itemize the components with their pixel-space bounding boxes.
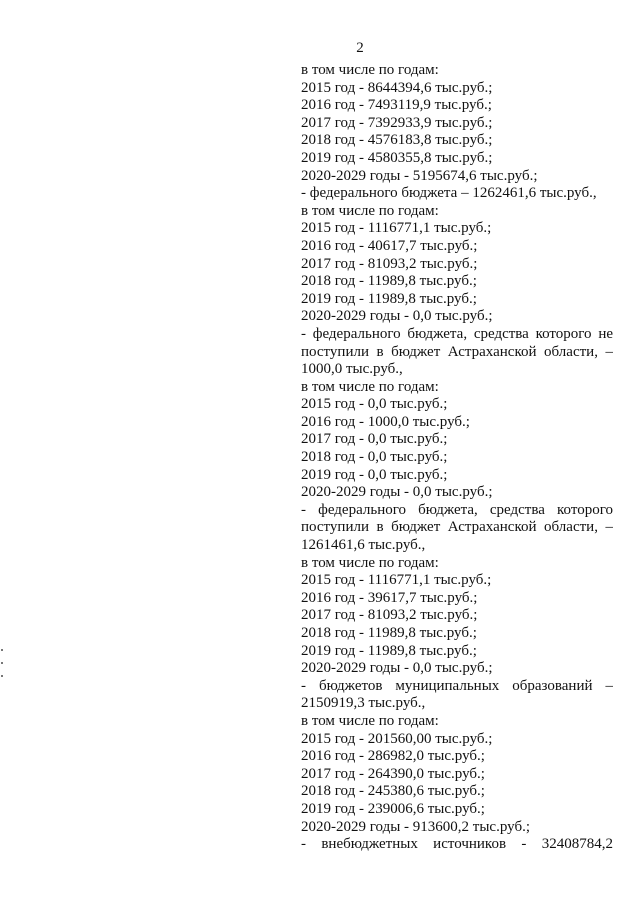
- text-line: 2019 год - 4580355,8 тыс.руб.;: [301, 149, 493, 166]
- text-line: 2016 год - 40617,7 тыс.руб.;: [301, 237, 478, 254]
- text-line: - внебюджетных источников - 32408784,2: [301, 836, 613, 853]
- text-line: 2016 год - 1000,0 тыс.руб.;: [301, 413, 470, 430]
- text-line: 2017 год - 0,0 тыс.руб.;: [301, 431, 448, 448]
- text-line: 2015 год - 1116771,1 тыс.руб.;: [301, 220, 492, 237]
- text-line: - бюджетов муниципальных образований –: [301, 677, 613, 694]
- text-line: 2015 год - 8644394,6 тыс.руб.;: [301, 79, 493, 96]
- text-line: 2015 год - 201560,00 тыс.руб.;: [301, 730, 493, 747]
- text-line: 2019 год - 11989,8 тыс.руб.;: [301, 290, 477, 307]
- text-line: 2015 год - 1116771,1 тыс.руб.;: [301, 572, 492, 589]
- text-line: 2150919,3 тыс.руб.,: [301, 695, 426, 712]
- text-line: 2015 год - 0,0 тыс.руб.;: [301, 396, 448, 413]
- text-line: в том числе по годам:: [301, 202, 439, 219]
- text-line: 2018 год - 0,0 тыс.руб.;: [301, 449, 448, 466]
- text-line: 2016 год - 39617,7 тыс.руб.;: [301, 589, 478, 606]
- text-line: в том числе по годам:: [301, 378, 439, 395]
- document-body: [301, 62, 613, 854]
- text-line: - федерального бюджета, средства которого: [301, 501, 613, 518]
- text-line: 2019 год - 11989,8 тыс.руб.;: [301, 642, 477, 659]
- text-line: в том числе по годам:: [301, 62, 439, 78]
- text-line: 2016 год - 286982,0 тыс.руб.;: [301, 748, 485, 765]
- text-line: поступили в бюджет Астраханской области, –: [301, 519, 613, 536]
- text-line: в том числе по годам:: [301, 554, 439, 571]
- text-line: 2020-2029 годы - 0,0 тыс.руб.;: [301, 660, 493, 677]
- scan-mark: [1, 649, 3, 651]
- text-line: - федерального бюджета – 1262461,6 тыс.руб.,: [301, 185, 597, 202]
- text-line: 2020-2029 годы - 0,0 тыс.руб.;: [301, 484, 493, 501]
- text-line: - федерального бюджета, средства которого не: [301, 325, 613, 342]
- text-line: 2017 год - 81093,2 тыс.руб.;: [301, 255, 478, 272]
- text-line: 2018 год - 4576183,8 тыс.руб.;: [301, 132, 493, 149]
- text-line: 2018 год - 245380,6 тыс.руб.;: [301, 783, 485, 800]
- text-line: 2020-2029 годы - 0,0 тыс.руб.;: [301, 308, 493, 325]
- scan-mark: [1, 675, 3, 677]
- text-line: 2019 год - 239006,6 тыс.руб.;: [301, 800, 485, 817]
- scan-mark: [1, 662, 3, 664]
- text-line: поступили в бюджет Астраханской области, –: [301, 343, 613, 360]
- text-line: 2020-2029 годы - 913600,2 тыс.руб.;: [301, 818, 530, 835]
- text-line: 2017 год - 81093,2 тыс.руб.;: [301, 607, 478, 624]
- text-line: 2020-2029 годы - 5195674,6 тыс.руб.;: [301, 167, 538, 184]
- text-line: 1261461,6 тыс.руб.,: [301, 537, 426, 554]
- text-line: 2018 год - 11989,8 тыс.руб.;: [301, 273, 477, 290]
- text-line: 2016 год - 7493119,9 тыс.руб.;: [301, 97, 492, 114]
- text-line: 1000,0 тыс.руб.,: [301, 361, 403, 378]
- text-line: 2019 год - 0,0 тыс.руб.;: [301, 466, 448, 483]
- text-line: в том числе по годам:: [301, 712, 439, 729]
- text-line: 2018 год - 11989,8 тыс.руб.;: [301, 625, 477, 641]
- text-line: 2017 год - 7392933,9 тыс.руб.;: [301, 114, 493, 131]
- page-number: 2: [356, 40, 364, 56]
- text-line: 2017 год - 264390,0 тыс.руб.;: [301, 765, 485, 782]
